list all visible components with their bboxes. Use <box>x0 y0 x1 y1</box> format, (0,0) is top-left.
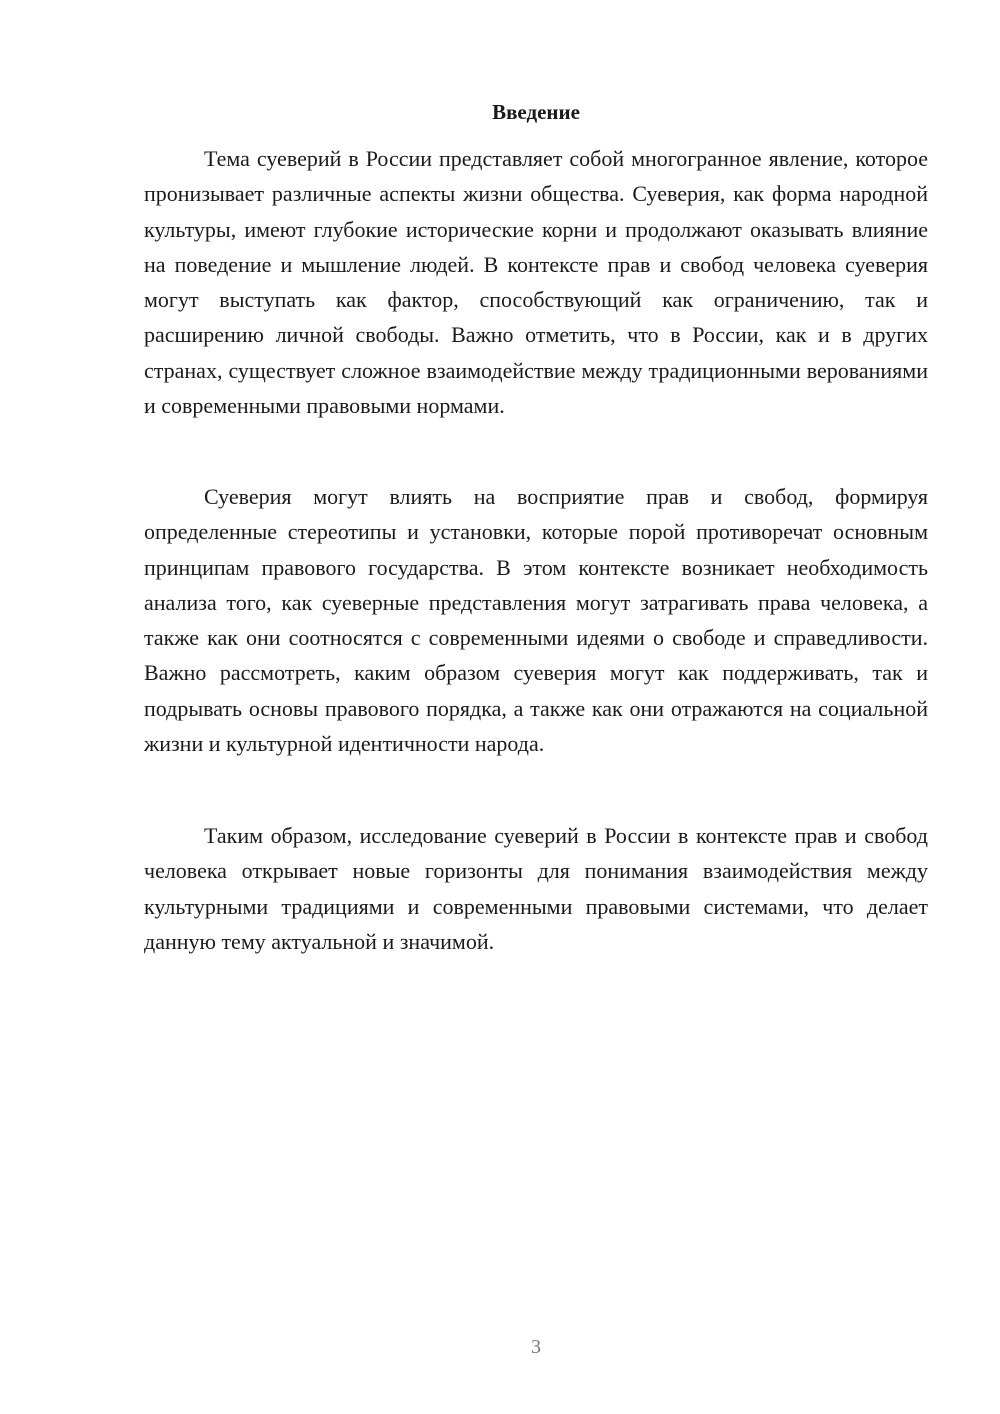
document-page <box>144 0 928 1414</box>
page-number: 3 <box>531 1336 541 1358</box>
paragraph-1: Тема суеверий в России представляет собой многогранное явление, которое пронизывает различные аспекты жизни общества. Суеверия, как форма народной культуры, имеют глубокие исторические корни и продолжают оказывать влияние на поведение и мышление людей. В контексте прав и свобод человека суеверия могут выступать как фактор, способствующий как ограничению, так и расширению личной свободы. Важно отметить, что в России, как и в других странах, существует сложное взаимодействие между традиционными верованиями и современными правовыми нормами. <box>144 146 928 419</box>
section-heading: Введение <box>492 100 580 124</box>
paragraph-3: Таким образом, исследование суеверий в России в контексте прав и свобод человека открывает новые горизонты для понимания взаимодействия между культурными традициями и современными правовыми системами, что делает данную тему актуальной и значимой. <box>144 823 928 954</box>
paragraph-2: Суеверия могут влиять на восприятие прав и свобод, формируя определенные стереотипы и установки, которые порой противоречат основным принципам правового государства. В этом контексте возникает необходимость анализа того, как суеверные представления могут затрагивать права человека, а также как они соотносятся с современными идеями о свободе и справедливости. Важно рассмотреть, каким образом суеверия могут как поддерживать, так и подрывать основы правового порядка, а также как они отражаются на социальной жизни и культурной идентичности народа. <box>144 484 928 757</box>
